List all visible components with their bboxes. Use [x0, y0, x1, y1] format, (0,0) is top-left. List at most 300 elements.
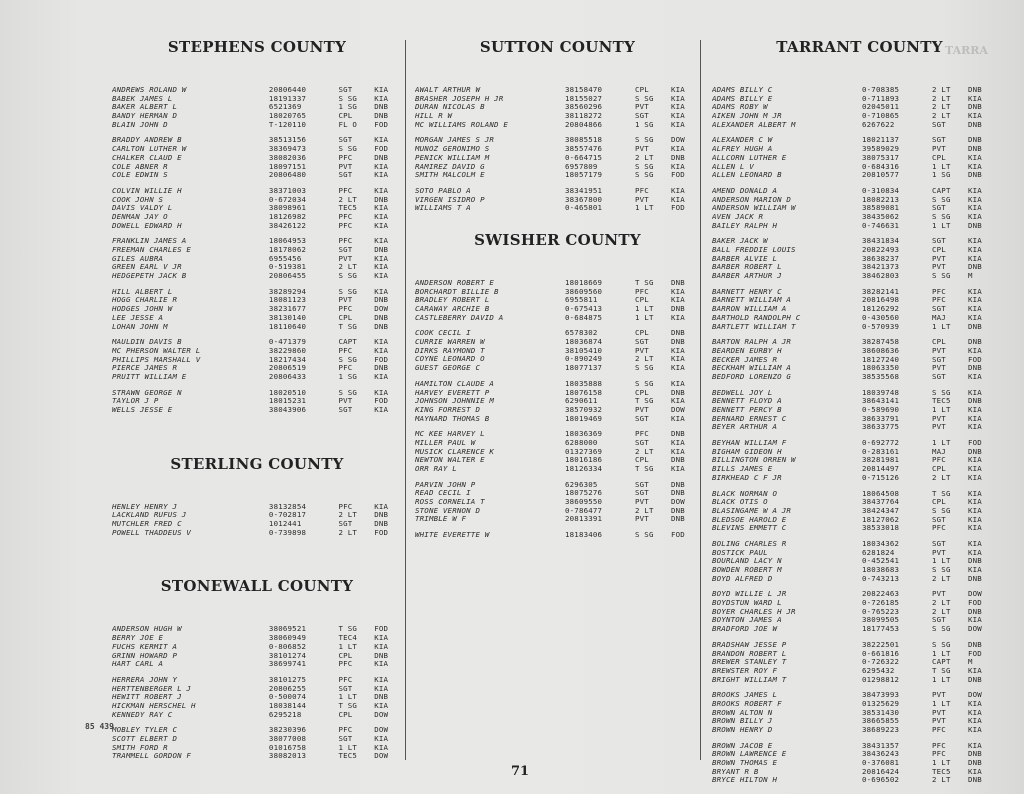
casualty-name: LACKLAND RUFUS J	[112, 511, 187, 520]
casualty-name: PENICK WILLIAM M	[415, 153, 490, 162]
serial-number: 6290611	[565, 396, 598, 406]
casualty-name: ORR RAY L	[415, 465, 457, 473]
casualty-entry	[112, 163, 402, 172]
status: DNB	[968, 749, 982, 759]
casualty-entry	[712, 524, 1007, 533]
status: FOD	[968, 438, 982, 448]
county-heading: SUTTON COUNTY	[479, 38, 636, 56]
casualty-name: DURAN NICOLAS B	[415, 103, 485, 112]
casualty-entry	[712, 490, 1007, 499]
casualty-entry	[712, 145, 1007, 154]
casualty-entry	[712, 742, 1007, 751]
casualty-name: FREEMAN CHARLES E	[112, 246, 192, 254]
casualty-entry	[415, 515, 700, 524]
rank: 1 LT	[338, 742, 358, 752]
status: KIA	[968, 505, 982, 515]
status: DNB	[374, 510, 389, 520]
rank: S SG	[635, 93, 654, 103]
rank: SGT	[932, 236, 946, 246]
casualty-name: COLE EDWIN S	[112, 171, 168, 180]
casualty-name: MUNOZ GERONIMO S	[415, 145, 490, 154]
status: DNB	[968, 775, 982, 785]
casualty-name: BARTHOLD RANDOLPH C	[712, 313, 801, 322]
status: FOD	[374, 624, 389, 634]
serial-number: 01016758	[268, 742, 307, 752]
serial-number: 38281981	[862, 455, 900, 465]
serial-number: 38230396	[268, 725, 307, 735]
casualty-entry	[415, 196, 700, 205]
rank: S SG	[338, 271, 358, 281]
status: DNB	[374, 650, 389, 660]
rank: 2 LT	[932, 598, 951, 608]
serial-number: 18082213	[862, 194, 900, 204]
rank: T SG	[635, 396, 654, 406]
casualty-entry	[712, 406, 1007, 415]
status: KIA	[671, 194, 685, 204]
rank: S SG	[338, 93, 358, 103]
status: DNB	[968, 639, 982, 649]
serial-number: 38105410	[565, 345, 603, 355]
casualty-entry	[712, 759, 1007, 768]
rank: PVT	[932, 345, 946, 355]
casualty-entry	[712, 616, 1007, 625]
casualty-name: MC WILLIAMS ROLAND E	[415, 120, 508, 129]
rank: PVT	[932, 413, 946, 423]
status: KIA	[968, 488, 982, 498]
status: KIA	[968, 413, 982, 423]
casualty-entry	[712, 566, 1007, 575]
casualty-name: BARTLETT WILLIAM T	[712, 322, 796, 331]
casualty-entry	[712, 667, 1007, 676]
rank: 1 LT	[932, 758, 951, 768]
serial-number: 38570932	[565, 404, 603, 414]
casualty-entry	[712, 590, 1007, 599]
rank: 2 LT	[932, 573, 951, 583]
entry-group	[415, 187, 700, 213]
serial-number: 02045011	[862, 102, 900, 112]
serial-number: 20822493	[862, 245, 900, 254]
casualty-entry	[712, 507, 1007, 516]
serial-number: 38082036	[268, 152, 307, 162]
rank: 1 LT	[932, 161, 951, 171]
serial-number: 0-684875	[565, 312, 603, 322]
casualty-name: WELLS JESSE E	[112, 406, 173, 414]
status: KIA	[374, 253, 389, 263]
county-heading: STONEWALL COUNTY	[160, 577, 354, 596]
rank: SGT	[932, 514, 946, 524]
casualty-name: CARLTON LUTHER W	[112, 145, 187, 154]
casualty-name: COLE ABNER R	[112, 162, 168, 171]
casualty-name: BEYHAN WILLIAM F	[712, 439, 787, 448]
serial-number: 0-711893	[862, 93, 900, 103]
casualty-entry	[415, 489, 700, 498]
status: KIA	[671, 396, 685, 406]
rank: PFC	[338, 185, 353, 195]
casualty-name: BRYANT R B	[712, 767, 759, 776]
serial-number: 18019469	[565, 413, 603, 423]
serial-number: 18063350	[862, 363, 900, 373]
casualty-name: BEDFORD LORENZO G	[712, 372, 792, 381]
casualty-name: TRAMMELL GORDON F	[112, 752, 192, 761]
serial-number: 38535568	[862, 371, 900, 381]
serial-number: 38369473	[268, 144, 307, 154]
county-section	[112, 38, 402, 415]
casualty-name: CASTLEBERRY DAVID A	[415, 313, 504, 322]
rank: SGT	[338, 683, 353, 693]
casualty-entry	[112, 112, 402, 121]
casualty-entry	[112, 154, 402, 163]
serial-number: 38609560	[565, 286, 603, 296]
status: KIA	[968, 464, 982, 474]
status: KIA	[374, 271, 389, 281]
status: KIA	[968, 665, 982, 675]
serial-number: 38118272	[565, 111, 603, 121]
rank: PFC	[338, 304, 353, 314]
serial-number: 38367800	[565, 194, 603, 204]
casualty-name: GRINN HOWARD P	[112, 651, 178, 660]
rank: CPL	[338, 111, 353, 121]
casualty-name: HERRERA JOHN Y	[112, 675, 178, 684]
serial-number: 0-672034	[268, 194, 307, 204]
rank: PVT	[635, 144, 649, 154]
status: KIA	[374, 211, 389, 221]
casualty-entry	[712, 456, 1007, 465]
rank: 2 LT	[635, 354, 654, 364]
rank: PVT	[932, 262, 946, 272]
status: KIA	[374, 371, 389, 381]
casualty-name: BROWN JACOB E	[712, 741, 773, 750]
casualty-name: BOYD ALFRED D	[712, 574, 773, 583]
casualty-name: BRADLEY ROBERT L	[415, 296, 490, 305]
status: DOW	[968, 589, 982, 599]
casualty-name: BROWN ALTON N	[712, 708, 773, 717]
status: KIA	[671, 102, 685, 112]
entry-group	[712, 590, 1007, 633]
casualty-name: ALEXANDER ALBERT M	[712, 120, 796, 129]
casualty-entry	[712, 448, 1007, 457]
casualty-name: GREEN EARL V JR	[112, 263, 182, 272]
casualty-entry	[712, 288, 1007, 297]
serial-number: 38633775	[862, 422, 900, 432]
casualty-entry	[712, 314, 1007, 323]
serial-number: 38132854	[268, 501, 307, 511]
casualty-entry	[112, 255, 402, 264]
rank: TEC5	[932, 396, 951, 406]
casualty-entry	[712, 154, 1007, 163]
serial-number: 6281824	[862, 547, 895, 557]
serial-number: 38231677	[268, 304, 307, 314]
casualty-entry	[112, 121, 402, 130]
casualty-name: BOSTICK PAUL	[712, 548, 768, 557]
status: KIA	[671, 93, 685, 103]
status: KIA	[374, 641, 389, 651]
casualty-entry	[112, 511, 402, 520]
casualty-entry	[415, 305, 700, 314]
rank: PFC	[338, 152, 353, 162]
status: KIA	[968, 161, 982, 171]
casualty-name: BROWN LAWRENCE E	[712, 750, 787, 759]
rank: SGT	[338, 135, 353, 145]
casualty-name: BECKHAM WILLIAM A	[712, 364, 792, 373]
casualty-name: WILLIAMS T A	[415, 204, 471, 213]
status: KIA	[968, 295, 982, 305]
casualty-name: BROOKS JAMES L	[712, 691, 778, 700]
status: KIA	[671, 119, 685, 129]
serial-number: 18015231	[268, 396, 307, 406]
rank: PFC	[635, 286, 649, 296]
serial-number: 38043906	[268, 405, 307, 414]
casualty-entry	[112, 744, 402, 753]
casualty-name: BIRKHEAD C F JR	[712, 473, 782, 482]
casualty-entry	[112, 305, 402, 314]
rank: PVT	[338, 295, 353, 305]
rank: PVT	[635, 194, 649, 204]
serial-number: 0-715126	[862, 472, 900, 482]
casualty-name: READ CECIL I	[415, 489, 471, 498]
status: KIA	[374, 742, 389, 752]
casualty-name: ALFREY HUGH A	[712, 145, 773, 154]
casualty-entry	[712, 187, 1007, 196]
rank: T SG	[635, 464, 654, 473]
serial-number: 0-743213	[862, 573, 900, 583]
serial-number: 1012441	[268, 519, 302, 529]
serial-number: 6295432	[862, 665, 895, 675]
casualty-name: HOGG CHARLIE R	[112, 296, 178, 305]
casualty-name: WHITE EVERETTE W	[415, 531, 490, 540]
page-number: 71	[510, 764, 530, 779]
casualty-entry	[415, 347, 700, 356]
casualty-name: HEWITT ROBERT J	[112, 693, 182, 702]
serial-number: 38531430	[862, 707, 900, 717]
status: KIA	[968, 304, 982, 314]
casualty-entry	[112, 503, 402, 512]
serial-number: 38633791	[862, 413, 900, 423]
status: KIA	[374, 170, 389, 180]
serial-number: 18077137	[565, 363, 603, 373]
status: FOD	[968, 354, 982, 364]
rank: CPL	[635, 387, 649, 397]
casualty-entry	[112, 693, 402, 702]
serial-number: 20806255	[268, 683, 307, 693]
serial-number: 18034362	[862, 538, 900, 548]
casualty-name: PARVIN JOHN P	[415, 480, 476, 489]
status: KIA	[968, 211, 982, 221]
serial-number: 20814497	[862, 464, 900, 474]
column-divider	[700, 40, 701, 760]
serial-number: 38077008	[268, 734, 307, 743]
serial-number: 18038144	[268, 700, 307, 710]
casualty-name: POWELL THADDEUS V	[112, 528, 192, 537]
serial-number: 38689223	[862, 725, 900, 734]
casualty-entry	[712, 750, 1007, 759]
serial-number: 38699741	[268, 659, 307, 669]
rank: S SG	[932, 211, 951, 221]
rank: CPL	[635, 295, 649, 305]
casualty-entry	[112, 397, 402, 406]
casualty-name: BLACK OTIS O	[712, 498, 768, 507]
rank: PVT	[338, 253, 353, 263]
rank: S SG	[635, 135, 654, 145]
casualty-entry	[415, 439, 700, 448]
serial-number: 20804866	[565, 119, 603, 129]
casualty-name: KING FORREST D	[415, 405, 481, 414]
serial-number: 38082013	[268, 751, 307, 761]
rank: 2 LT	[932, 111, 951, 121]
serial-number: 18127062	[862, 514, 900, 524]
status: KIA	[968, 194, 982, 204]
rank: SGT	[338, 170, 353, 180]
status: KIA	[374, 683, 389, 693]
entry-group	[415, 329, 700, 372]
status: KIA	[968, 405, 982, 414]
status: KIA	[968, 455, 982, 465]
casualty-name: BEYER ARTHUR A	[712, 423, 778, 432]
serial-number: 18039748	[862, 387, 900, 397]
serial-number: 0-661816	[862, 648, 900, 658]
casualty-name: BRASHER JOSEPH H JR	[415, 94, 504, 103]
status: M	[968, 271, 973, 281]
status: DNB	[968, 446, 982, 456]
status: DNB	[968, 321, 982, 331]
status: KIA	[968, 538, 982, 548]
serial-number: 38069521	[268, 624, 307, 634]
rank: CPL	[635, 328, 649, 338]
status: KIA	[671, 286, 685, 296]
entry-group	[112, 503, 402, 538]
casualty-entry	[712, 347, 1007, 356]
rank: PFC	[932, 740, 946, 750]
rank: PFC	[932, 455, 946, 465]
rank: 2 LT	[338, 194, 358, 204]
casualty-name: BARBER ROBERT L	[712, 263, 782, 272]
serial-number: 18126292	[862, 304, 900, 314]
status: DNB	[671, 488, 685, 498]
status: FOD	[968, 648, 982, 658]
casualty-name: MC KEE HARVEY L	[415, 430, 485, 439]
casualty-name: BREWER STANLEY T	[712, 658, 787, 667]
bleed-through-header: TARRA	[945, 44, 988, 57]
casualty-entry	[712, 474, 1007, 483]
rank: S SG	[635, 170, 654, 180]
rank: S SG	[338, 387, 358, 397]
status: DOW	[374, 751, 389, 761]
status: KIA	[374, 659, 389, 669]
casualty-name: BAILEY RALPH H	[712, 221, 778, 230]
rank: PFC	[932, 725, 946, 734]
entry-group	[415, 430, 700, 473]
county-section	[415, 231, 700, 540]
casualty-name: BLASINGAME W A JR	[712, 506, 792, 515]
casualty-name: AVEN JACK R	[712, 212, 764, 221]
status: KIA	[671, 378, 685, 388]
entry-group	[112, 676, 402, 719]
entry-group	[112, 389, 402, 415]
casualty-entry	[415, 448, 700, 457]
rank: PFC	[338, 220, 353, 230]
rank: 1 LT	[635, 203, 654, 213]
rank: PFC	[932, 286, 946, 296]
rank: PVT	[932, 363, 946, 373]
entry-group	[415, 531, 700, 540]
casualty-name: PIERCE JAMES R	[112, 364, 178, 373]
casualty-name: BENNETT PERCY B	[712, 406, 782, 414]
serial-number: 18081123	[268, 295, 307, 305]
rank: PVT	[932, 547, 946, 557]
casualty-entry	[112, 263, 402, 272]
entry-group	[712, 136, 1007, 179]
rank: SGT	[338, 245, 353, 254]
casualty-entry	[415, 498, 700, 507]
status: KIA	[374, 220, 389, 230]
rank: CAPT	[932, 657, 951, 667]
status: DNB	[968, 363, 982, 373]
serial-number: T-120110	[268, 119, 307, 129]
rank: S SG	[635, 363, 654, 373]
casualty-entry	[415, 314, 700, 323]
status: KIA	[374, 93, 389, 103]
serial-number: 20806480	[268, 170, 307, 180]
serial-number: 0-500074	[268, 692, 307, 702]
status: DNB	[671, 337, 685, 347]
status: FOD	[671, 170, 685, 180]
casualty-entry	[712, 540, 1007, 549]
rank: PVT	[635, 497, 649, 507]
casualty-entry	[712, 557, 1007, 566]
serial-number: 18036874	[565, 337, 603, 347]
serial-number: 18018669	[565, 277, 603, 287]
serial-number: 20806433	[268, 371, 307, 381]
entry-group	[712, 86, 1007, 129]
casualty-name: SOTO PABLO A	[415, 186, 471, 195]
serial-number: 38473993	[862, 690, 900, 700]
rank: 2 LT	[932, 472, 951, 482]
rank: PVT	[932, 589, 946, 599]
rank: S SG	[338, 286, 358, 296]
status: M	[968, 657, 973, 667]
rank: 2 LT	[338, 527, 358, 537]
entry-group	[112, 726, 402, 761]
column-right	[712, 38, 1007, 792]
status: KIA	[968, 766, 982, 776]
casualty-entry	[712, 213, 1007, 222]
serial-number: 0-739898	[268, 527, 307, 537]
casualty-entry	[415, 456, 700, 465]
column-middle	[415, 38, 700, 547]
casualty-entry	[112, 171, 402, 180]
rank: SGT	[338, 519, 353, 529]
rank: CPL	[338, 709, 353, 719]
casualty-name: BRADDY ANDREW B	[112, 136, 182, 145]
status: DNB	[671, 455, 685, 465]
serial-number: 38287458	[862, 337, 900, 347]
rank: 1 SG	[338, 371, 358, 381]
rank: SGT	[338, 85, 353, 94]
serial-number: 38099505	[862, 615, 900, 625]
casualty-name: ALEXANDER C W	[712, 136, 773, 145]
casualty-name: ADAMS BILLY C	[712, 86, 773, 94]
casualty-entry	[712, 676, 1007, 685]
rank: SGT	[932, 304, 946, 314]
status: KIA	[968, 312, 982, 322]
serial-number: 38638237	[862, 253, 900, 263]
rank: MAJ	[932, 446, 946, 456]
casualty-entry	[712, 768, 1007, 777]
rank: SGT	[338, 734, 353, 743]
casualty-entry	[415, 364, 700, 373]
serial-number: 18127240	[862, 354, 900, 364]
rank: PVT	[635, 404, 649, 414]
status: KIA	[968, 725, 982, 734]
